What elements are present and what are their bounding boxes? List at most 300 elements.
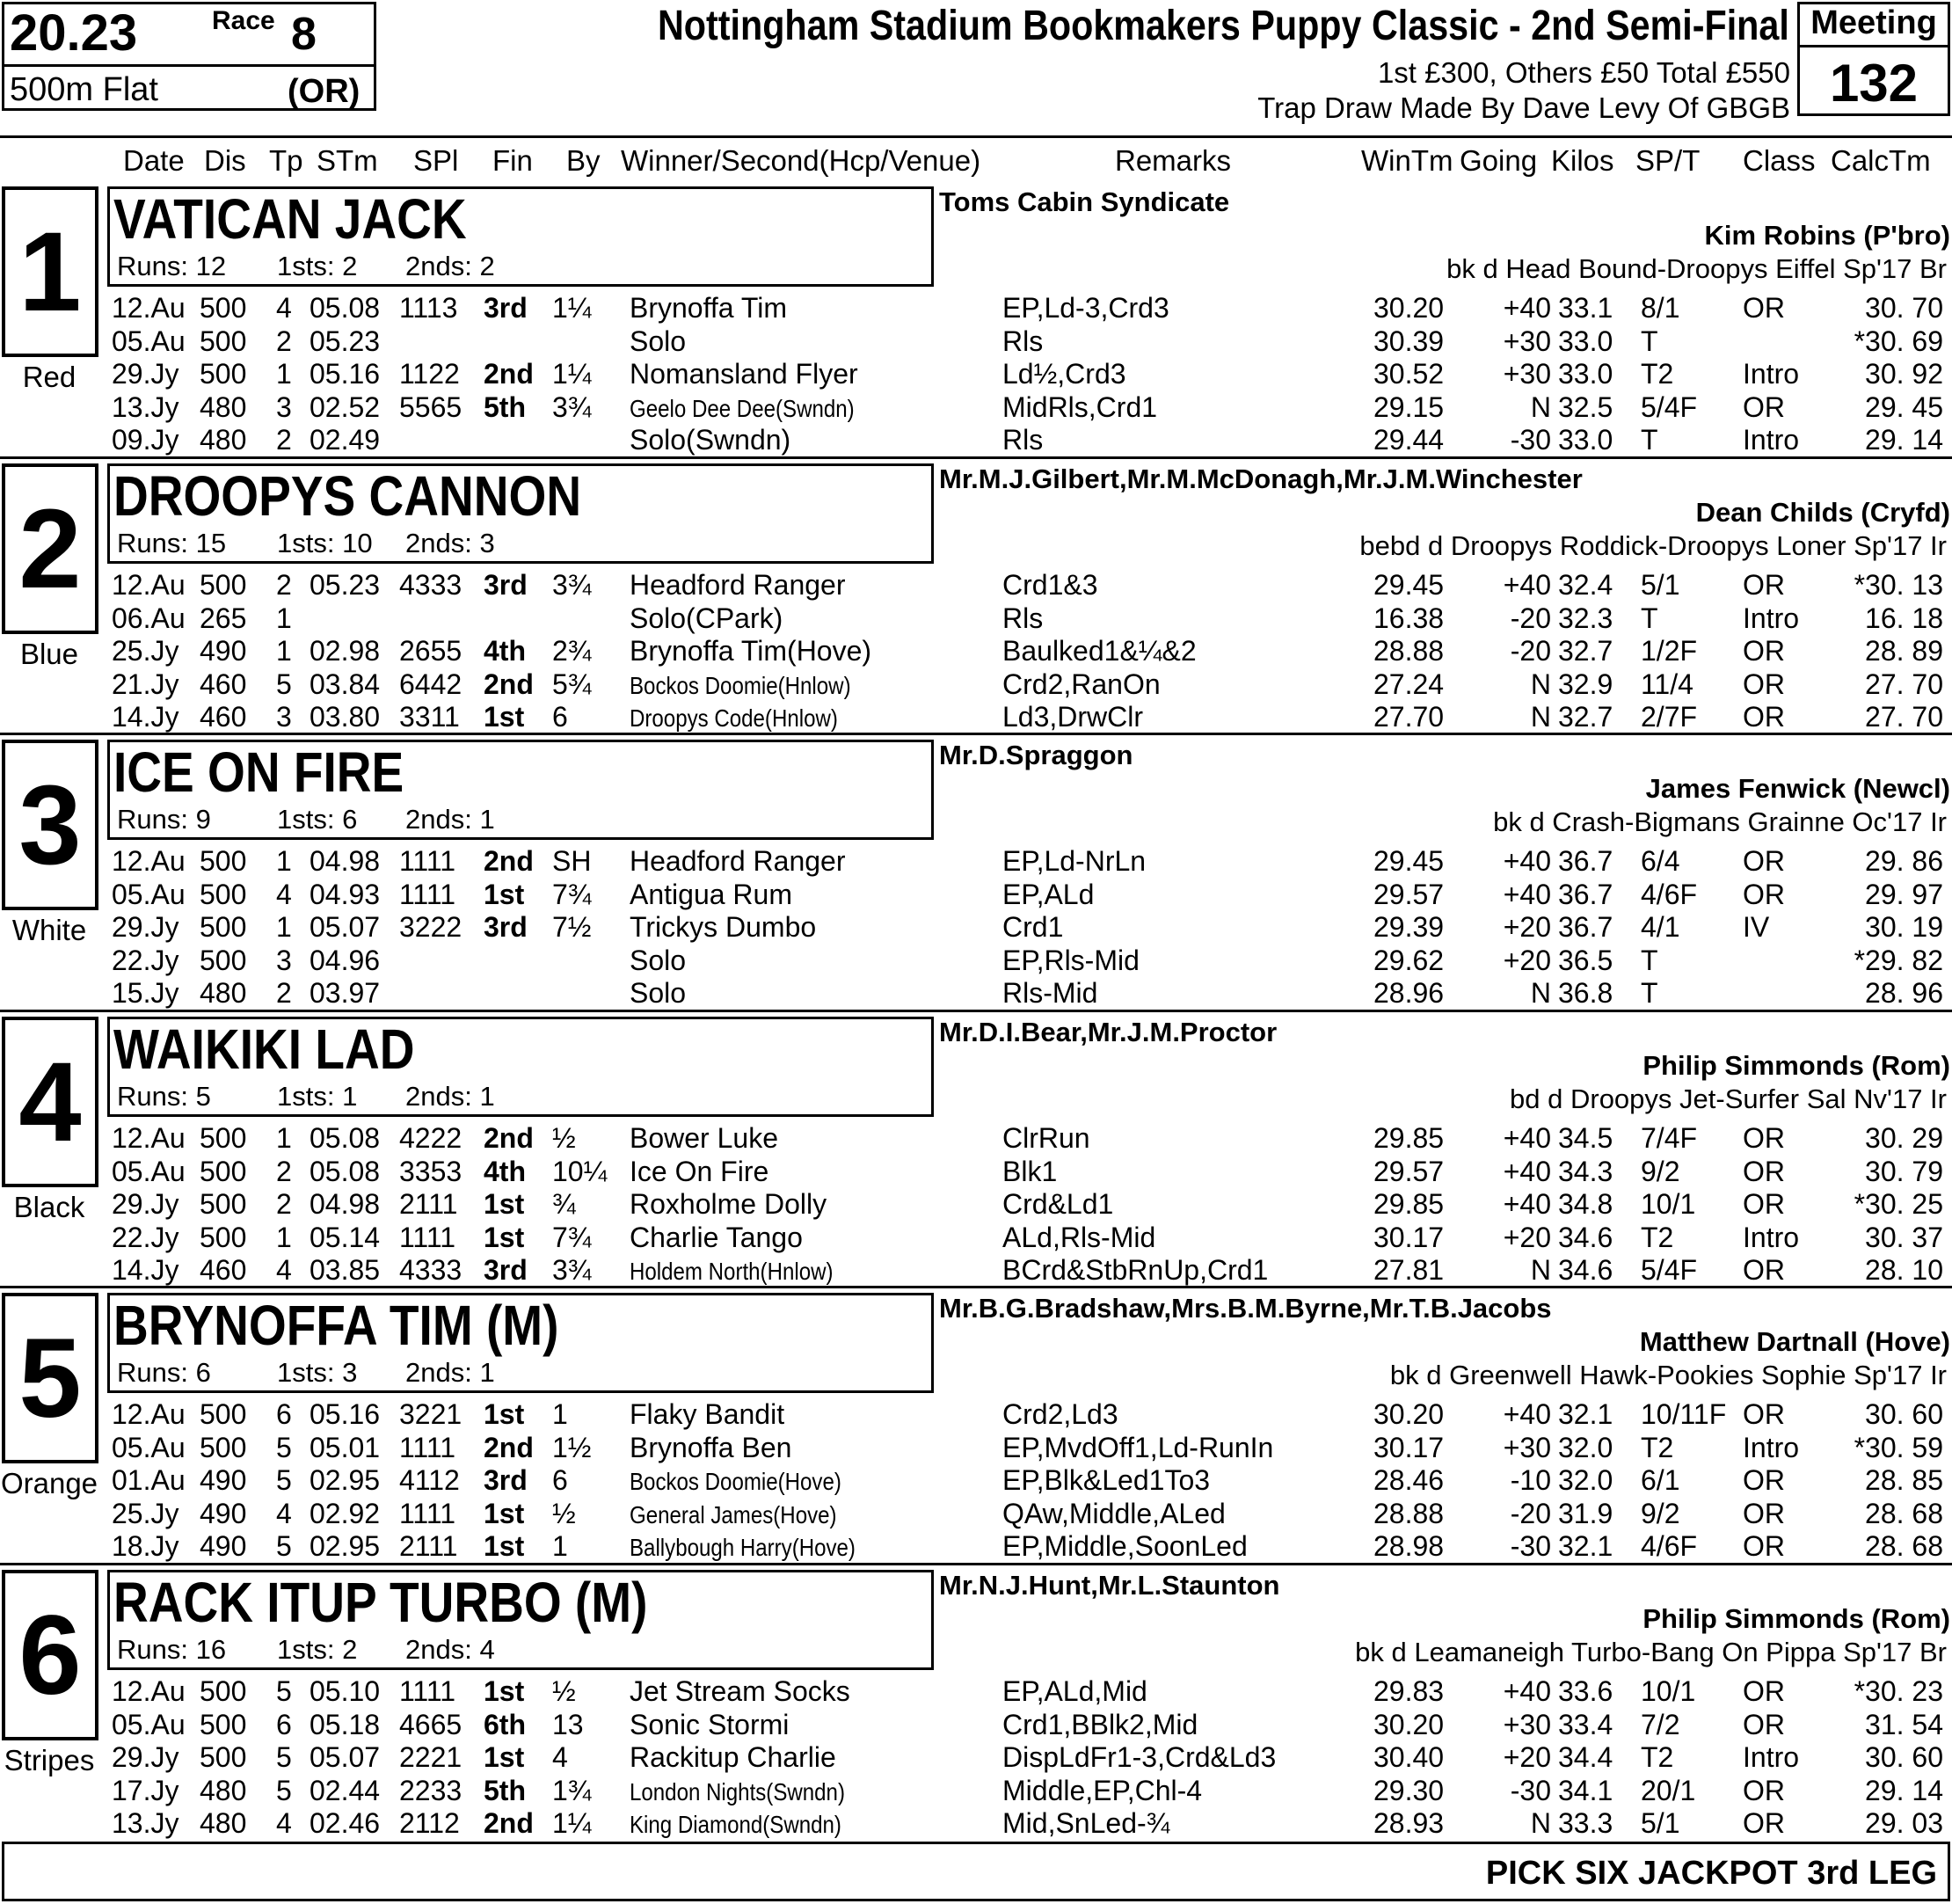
form-weight: 32.0 xyxy=(1558,1432,1613,1463)
form-sectional-time: 05.10 xyxy=(310,1675,381,1707)
firsts-count: 1sts: 2 xyxy=(277,251,358,281)
form-finish: 2nd xyxy=(484,358,534,390)
form-distance: 480 xyxy=(200,977,247,1009)
form-going: N xyxy=(1530,701,1551,733)
form-winner: Brynoffa Tim(Hove) xyxy=(630,635,872,667)
form-class: Intro xyxy=(1743,602,1800,634)
form-distance-beaten: 1¾ xyxy=(552,1775,592,1806)
form-distance: 490 xyxy=(200,635,247,667)
form-sectional-time: 05.16 xyxy=(310,358,381,390)
form-weight: 33.0 xyxy=(1558,325,1613,357)
form-starting-price: 4/1 xyxy=(1641,911,1680,943)
form-sectional-time: 04.96 xyxy=(310,945,381,976)
form-winning-time: 30.40 xyxy=(1373,1741,1445,1773)
form-winner-text: London Nights(Swndn) xyxy=(630,1778,845,1806)
form-finish: 1st xyxy=(484,1530,525,1562)
form-calc-time: 31. 54 xyxy=(1865,1709,1943,1740)
form-winner: Solo xyxy=(630,977,687,1009)
form-starting-price: 10/11F xyxy=(1641,1398,1727,1430)
form-weight: 32.1 xyxy=(1558,1530,1613,1562)
form-distance-beaten: 1 xyxy=(552,1398,568,1430)
form-remarks: Crd2,Ld3 xyxy=(1002,1398,1118,1430)
trap-draw-text: Trap Draw Made By Dave Levy Of GBGB xyxy=(1257,91,1790,124)
form-split: 4665 xyxy=(399,1709,463,1740)
form-winning-time: 30.20 xyxy=(1373,292,1445,324)
trainer: Kim Robins (P'bro) xyxy=(1704,220,1950,251)
form-winner: Brynoffa Ben xyxy=(630,1432,792,1463)
form-starting-price: 10/1 xyxy=(1641,1675,1696,1707)
form-split: 2111 xyxy=(399,1530,458,1562)
form-winning-time: 29.45 xyxy=(1373,845,1445,877)
form-trap: 2 xyxy=(276,977,292,1009)
form-trap: 6 xyxy=(276,1709,292,1740)
form-trap: 2 xyxy=(276,569,292,601)
race-title: Nottingham Stadium Bookmakers Puppy Classic - 2nd Semi-Final xyxy=(658,3,1789,49)
form-finish: 3rd xyxy=(484,292,528,324)
form-row xyxy=(0,879,1952,910)
form-trap: 3 xyxy=(276,945,292,976)
form-row xyxy=(0,701,1952,733)
form-starting-price: 10/1 xyxy=(1641,1188,1696,1220)
form-date: 05.Au xyxy=(112,325,186,357)
runner-block xyxy=(0,460,1952,736)
form-finish: 1st xyxy=(484,1398,525,1430)
form-calc-time: 30. 37 xyxy=(1865,1222,1943,1253)
form-sectional-time: 05.14 xyxy=(310,1222,381,1253)
form-sectional-time: 05.08 xyxy=(310,292,381,324)
form-class: OR xyxy=(1743,879,1785,910)
form-starting-price: 6/4 xyxy=(1641,845,1680,877)
form-finish: 3rd xyxy=(484,911,528,943)
form-row xyxy=(0,1675,1952,1707)
col-stm: STm xyxy=(317,144,378,177)
runs-count: Runs: 15 xyxy=(117,528,227,558)
form-winner xyxy=(630,393,891,421)
col-spt: SP/T xyxy=(1635,144,1701,177)
form-class: OR xyxy=(1743,1675,1785,1707)
form-trap: 2 xyxy=(276,1156,292,1187)
form-going: +40 xyxy=(1503,292,1551,324)
form-split: 2655 xyxy=(399,635,463,667)
form-winner: Solo(CPark) xyxy=(630,602,783,634)
col-class: Class xyxy=(1743,144,1816,177)
form-weight: 34.6 xyxy=(1558,1254,1613,1286)
form-going: N xyxy=(1530,391,1551,423)
form-weight: 32.3 xyxy=(1558,602,1613,634)
col-calctm: CalcTm xyxy=(1831,144,1931,177)
form-sectional-time: 04.98 xyxy=(310,845,381,877)
form-sectional-time: 03.80 xyxy=(310,701,381,733)
form-trap: 1 xyxy=(276,911,292,943)
form-winner: Solo(Swndn) xyxy=(630,424,791,456)
form-winner-text: King Diamond(Swndn) xyxy=(630,1811,841,1838)
form-winner: Ice On Fire xyxy=(630,1156,769,1187)
form-going: +30 xyxy=(1503,358,1551,390)
form-going: N xyxy=(1530,1254,1551,1286)
form-winning-time: 29.85 xyxy=(1373,1122,1445,1154)
form-going: +40 xyxy=(1503,1188,1551,1220)
form-class: OR xyxy=(1743,292,1785,324)
breeding: bd d Droopys Jet-Surfer Sal Nv'17 Ir xyxy=(1510,1083,1947,1114)
form-winner xyxy=(630,1466,876,1494)
trap-number: 2 xyxy=(2,463,98,634)
form-class: Intro xyxy=(1743,358,1800,390)
form-starting-price: 20/1 xyxy=(1641,1775,1696,1806)
form-distance-beaten: 4 xyxy=(552,1741,568,1773)
firsts-count: 1sts: 2 xyxy=(277,1634,358,1665)
form-date: 29.Jy xyxy=(112,358,179,390)
form-remarks: Rls-Mid xyxy=(1002,977,1098,1009)
form-starting-price: 5/1 xyxy=(1641,569,1680,601)
col-wintm: WinTm xyxy=(1361,144,1453,177)
form-winner xyxy=(630,1499,870,1528)
trainer: Dean Childs (Cryfd) xyxy=(1695,497,1950,528)
dog-name-box xyxy=(107,1293,934,1393)
form-row xyxy=(0,358,1952,390)
form-trap: 1 xyxy=(276,1222,292,1253)
seconds-count: 2nds: 1 xyxy=(405,1081,495,1112)
form-distance-beaten: 10¼ xyxy=(552,1156,608,1187)
form-remarks: EP,Blk&Led1To3 xyxy=(1002,1464,1211,1496)
trap-number: 5 xyxy=(2,1293,98,1463)
form-winning-time: 29.62 xyxy=(1373,945,1445,976)
form-starting-price: 11/4 xyxy=(1641,668,1693,700)
form-weight: 34.3 xyxy=(1558,1156,1613,1187)
form-distance-beaten: 3¾ xyxy=(552,391,592,423)
form-winning-time: 30.17 xyxy=(1373,1222,1445,1253)
form-distance-beaten: 5¾ xyxy=(552,668,592,700)
form-sectional-time: 05.23 xyxy=(310,569,381,601)
form-winning-time: 29.39 xyxy=(1373,911,1445,943)
form-sectional-time: 05.07 xyxy=(310,911,381,943)
form-trap: 3 xyxy=(276,391,292,423)
form-sectional-time: 05.18 xyxy=(310,1709,381,1740)
breeding: bk d Greenwell Hawk-Pookies Sophie Sp'17 Ir xyxy=(1389,1360,1947,1390)
form-winning-time: 29.45 xyxy=(1373,569,1445,601)
form-distance: 480 xyxy=(200,1775,247,1806)
form-distance: 460 xyxy=(200,701,247,733)
form-calc-time: 29. 86 xyxy=(1865,845,1943,877)
form-trap: 1 xyxy=(276,635,292,667)
form-sectional-time: 03.84 xyxy=(310,668,381,700)
form-weight: 33.4 xyxy=(1558,1709,1613,1740)
col-spl: SPl xyxy=(413,144,459,177)
form-row xyxy=(0,845,1952,877)
form-winner xyxy=(630,1256,866,1284)
form-finish: 3rd xyxy=(484,569,528,601)
form-class: OR xyxy=(1743,1775,1785,1806)
form-finish: 2nd xyxy=(484,1432,534,1463)
form-remarks: ClrRun xyxy=(1002,1122,1090,1154)
col-kilos: Kilos xyxy=(1551,144,1614,177)
form-distance: 500 xyxy=(200,569,247,601)
form-sectional-time: 03.97 xyxy=(310,977,381,1009)
owner: Mr.M.J.Gilbert,Mr.M.McDonagh,Mr.J.M.Winchester xyxy=(939,463,1583,494)
form-row xyxy=(0,602,1952,634)
firsts-count: 1sts: 1 xyxy=(277,1081,358,1112)
form-weight: 32.1 xyxy=(1558,1398,1613,1430)
form-finish: 1st xyxy=(484,1741,525,1773)
form-finish: 2nd xyxy=(484,845,534,877)
form-distance-beaten: 3¾ xyxy=(552,1254,592,1286)
form-trap: 6 xyxy=(276,1398,292,1430)
form-winner-text: Ballybough Harry(Hove) xyxy=(630,1534,856,1561)
runner-block xyxy=(0,183,1952,459)
dog-name: RACK ITUP TURBO (M) xyxy=(113,1571,648,1634)
form-winner xyxy=(630,1809,876,1837)
form-winner-text: Bockos Doomie(Hove) xyxy=(630,1468,841,1495)
form-distance: 480 xyxy=(200,1807,247,1839)
form-row xyxy=(0,1807,1952,1839)
form-going: +20 xyxy=(1503,1222,1551,1253)
form-starting-price: 9/2 xyxy=(1641,1156,1680,1187)
form-calc-time: 27. 70 xyxy=(1865,701,1943,733)
form-going: N xyxy=(1530,668,1551,700)
form-weight: 32.4 xyxy=(1558,569,1613,601)
form-class: OR xyxy=(1743,845,1785,877)
form-class: Intro xyxy=(1743,1222,1800,1253)
col-remarks: Remarks xyxy=(1115,144,1232,177)
form-finish: 4th xyxy=(484,635,526,667)
breeding: bk d Leamaneigh Turbo-Bang On Pippa Sp'17 Br xyxy=(1355,1637,1947,1667)
form-winning-time: 29.57 xyxy=(1373,1156,1445,1187)
form-split: 2221 xyxy=(399,1741,463,1773)
form-remarks: EP,Middle,SoonLed xyxy=(1002,1530,1248,1562)
form-weight: 31.9 xyxy=(1558,1498,1613,1529)
form-row xyxy=(0,1498,1952,1529)
form-going: +40 xyxy=(1503,1156,1551,1187)
form-trap: 4 xyxy=(276,1498,292,1529)
form-winning-time: 30.52 xyxy=(1373,358,1445,390)
trainer: Philip Simmonds (Rom) xyxy=(1642,1050,1950,1081)
form-calc-time: 16. 18 xyxy=(1865,602,1943,634)
form-distance: 490 xyxy=(200,1464,247,1496)
runner-divider xyxy=(0,1286,1952,1288)
form-winning-time: 28.98 xyxy=(1373,1530,1445,1562)
form-remarks: DispLdFr1-3,Crd&Ld3 xyxy=(1002,1741,1277,1773)
form-finish: 1st xyxy=(484,701,525,733)
form-weight: 34.5 xyxy=(1558,1122,1613,1154)
form-going: N xyxy=(1530,1807,1551,1839)
form-distance: 500 xyxy=(200,845,247,877)
form-starting-price: 6/1 xyxy=(1641,1464,1680,1496)
firsts-count: 1sts: 10 xyxy=(277,528,373,558)
form-trap: 2 xyxy=(276,424,292,456)
form-split: 2112 xyxy=(399,1807,460,1839)
form-distance: 500 xyxy=(200,1188,247,1220)
form-weight: 32.9 xyxy=(1558,668,1613,700)
col-dis: Dis xyxy=(204,144,246,177)
form-split: 4333 xyxy=(399,569,463,601)
form-class: OR xyxy=(1743,1254,1785,1286)
form-weight: 32.7 xyxy=(1558,701,1613,733)
form-split: 1111 xyxy=(399,1675,456,1707)
form-sectional-time: 05.23 xyxy=(310,325,381,357)
form-class: OR xyxy=(1743,1188,1785,1220)
form-remarks: MidRls,Crd1 xyxy=(1002,391,1158,423)
form-date: 13.Jy xyxy=(112,391,179,423)
form-sectional-time: 05.07 xyxy=(310,1741,381,1773)
form-remarks: EP,ALd,Mid xyxy=(1002,1675,1147,1707)
form-finish: 2nd xyxy=(484,1807,534,1839)
form-row xyxy=(0,325,1952,357)
form-sectional-time: 02.98 xyxy=(310,635,381,667)
form-distance-beaten: ¾ xyxy=(552,1188,576,1220)
runner-block xyxy=(0,736,1952,1012)
form-winning-time: 27.81 xyxy=(1373,1254,1445,1286)
form-remarks: Blk1 xyxy=(1002,1156,1058,1187)
form-calc-time: 30. 92 xyxy=(1865,358,1943,390)
form-split: 6442 xyxy=(399,668,463,700)
form-remarks: Mid,SnLed-¾ xyxy=(1002,1807,1170,1839)
form-winning-time: 30.20 xyxy=(1373,1709,1445,1740)
form-winner-text: Droopys Code(Hnlow) xyxy=(630,704,838,732)
form-remarks: QAw,Middle,ALed xyxy=(1002,1498,1226,1529)
form-going: +40 xyxy=(1503,879,1551,910)
form-row xyxy=(0,1156,1952,1187)
col-tp: Tp xyxy=(269,144,303,177)
form-date: 22.Jy xyxy=(112,945,179,976)
dog-name: BRYNOFFA TIM (M) xyxy=(113,1294,559,1357)
form-winner: Bower Luke xyxy=(630,1122,778,1154)
form-starting-price: 9/2 xyxy=(1641,1498,1680,1529)
form-remarks: Ld½,Crd3 xyxy=(1002,358,1126,390)
form-remarks: Crd1 xyxy=(1002,911,1064,943)
form-class: OR xyxy=(1743,635,1785,667)
form-date: 05.Au xyxy=(112,1432,186,1463)
form-distance: 480 xyxy=(200,424,247,456)
form-class: OR xyxy=(1743,1122,1785,1154)
form-split: 4222 xyxy=(399,1122,463,1154)
form-winner-text: Geelo Dee Dee(Swndn) xyxy=(630,395,855,422)
form-remarks: Crd2,RanOn xyxy=(1002,668,1161,700)
form-remarks: Rls xyxy=(1002,325,1044,357)
form-distance: 265 xyxy=(200,602,247,634)
form-trap: 5 xyxy=(276,1741,292,1773)
form-finish: 2nd xyxy=(484,668,534,700)
form-distance: 460 xyxy=(200,1254,247,1286)
form-starting-price: 1/2F xyxy=(1641,635,1698,667)
form-going: -30 xyxy=(1510,1530,1551,1562)
form-class: OR xyxy=(1743,1807,1785,1839)
form-row xyxy=(0,1432,1952,1463)
form-winning-time: 29.15 xyxy=(1373,391,1445,423)
form-distance-beaten: 7¾ xyxy=(552,1222,592,1253)
form-going: +20 xyxy=(1503,1741,1551,1773)
form-winner-text: Bockos Doomie(Hnlow) xyxy=(630,672,851,699)
owner: Mr.D.I.Bear,Mr.J.M.Proctor xyxy=(939,1017,1278,1047)
form-weight: 33.0 xyxy=(1558,358,1613,390)
runner-block xyxy=(0,1289,1952,1565)
form-winner xyxy=(630,670,887,698)
form-sectional-time: 02.95 xyxy=(310,1530,381,1562)
runs-count: Runs: 6 xyxy=(117,1357,211,1388)
form-going: N xyxy=(1530,977,1551,1009)
seconds-count: 2nds: 3 xyxy=(405,528,495,558)
form-weight: 33.1 xyxy=(1558,292,1613,324)
form-going: +40 xyxy=(1503,1675,1551,1707)
firsts-count: 1sts: 6 xyxy=(277,804,358,835)
form-winner: Rackitup Charlie xyxy=(630,1741,836,1773)
form-row xyxy=(0,1254,1952,1286)
form-distance: 490 xyxy=(200,1530,247,1562)
form-distance: 500 xyxy=(200,358,247,390)
form-class: OR xyxy=(1743,1398,1785,1430)
form-distance: 500 xyxy=(200,945,247,976)
form-distance-beaten: 1 xyxy=(552,1530,568,1562)
form-sectional-time: 04.93 xyxy=(310,879,381,910)
race-prizes-text: 1st £300, Others £50 Total £550 xyxy=(1377,56,1790,89)
form-trap: 5 xyxy=(276,1464,292,1496)
form-starting-price: 7/2 xyxy=(1641,1709,1680,1740)
owner: Mr.N.J.Hunt,Mr.L.Staunton xyxy=(939,1570,1280,1601)
form-weight: 32.0 xyxy=(1558,1464,1613,1496)
form-trap: 1 xyxy=(276,602,292,634)
trap-colour: Orange xyxy=(0,1467,98,1499)
form-remarks: Rls xyxy=(1002,602,1044,634)
form-date: 21.Jy xyxy=(112,668,179,700)
form-distance-beaten: 7¾ xyxy=(552,879,592,910)
form-winner-text: General James(Hove) xyxy=(630,1501,837,1528)
form-date: 06.Au xyxy=(112,602,186,634)
form-going: +40 xyxy=(1503,845,1551,877)
trap-colour: Blue xyxy=(19,638,79,670)
form-going: +20 xyxy=(1503,911,1551,943)
runner-divider xyxy=(0,1010,1952,1012)
form-starting-price: T xyxy=(1641,977,1658,1009)
form-class: OR xyxy=(1743,701,1785,733)
form-weight: 33.6 xyxy=(1558,1675,1613,1707)
form-going: +30 xyxy=(1503,1709,1551,1740)
form-class: OR xyxy=(1743,668,1785,700)
form-going: +20 xyxy=(1503,945,1551,976)
form-split: 3221 xyxy=(399,1398,463,1430)
form-remarks: Ld3,DrwClr xyxy=(1002,701,1144,733)
form-trap: 2 xyxy=(276,325,292,357)
form-date: 12.Au xyxy=(112,1398,186,1430)
form-weight: 36.5 xyxy=(1558,945,1613,976)
form-date: 05.Au xyxy=(112,879,186,910)
form-split: 5565 xyxy=(399,391,463,423)
form-calc-time: 28. 68 xyxy=(1865,1498,1943,1529)
form-winner: Headford Ranger xyxy=(630,569,846,601)
form-winning-time: 28.88 xyxy=(1373,1498,1445,1529)
form-weight: 36.7 xyxy=(1558,845,1613,877)
seconds-count: 2nds: 1 xyxy=(405,1357,495,1388)
form-row xyxy=(0,1398,1952,1430)
form-row xyxy=(0,1741,1952,1773)
form-sectional-time: 04.98 xyxy=(310,1188,381,1220)
form-going: +30 xyxy=(1503,1432,1551,1463)
form-winner: Brynoffa Tim xyxy=(630,292,788,324)
form-distance-beaten: 1½ xyxy=(552,1432,592,1463)
form-winning-time: 29.85 xyxy=(1373,1188,1445,1220)
form-winner xyxy=(630,703,871,731)
form-starting-price: T2 xyxy=(1641,1222,1674,1253)
form-date: 25.Jy xyxy=(112,1498,179,1529)
form-winning-time: 16.38 xyxy=(1373,602,1445,634)
form-remarks: Middle,EP,Chl-4 xyxy=(1002,1775,1203,1806)
form-weight: 34.4 xyxy=(1558,1741,1613,1773)
form-row xyxy=(0,668,1952,700)
form-calc-time: *30. 69 xyxy=(1854,325,1943,357)
form-winner: Solo xyxy=(630,325,687,357)
form-date: 29.Jy xyxy=(112,1188,179,1220)
form-winner: Jet Stream Socks xyxy=(630,1675,850,1707)
runner-divider xyxy=(0,456,1952,459)
form-winner: Flaky Bandit xyxy=(630,1398,785,1430)
form-sectional-time: 02.92 xyxy=(310,1498,381,1529)
